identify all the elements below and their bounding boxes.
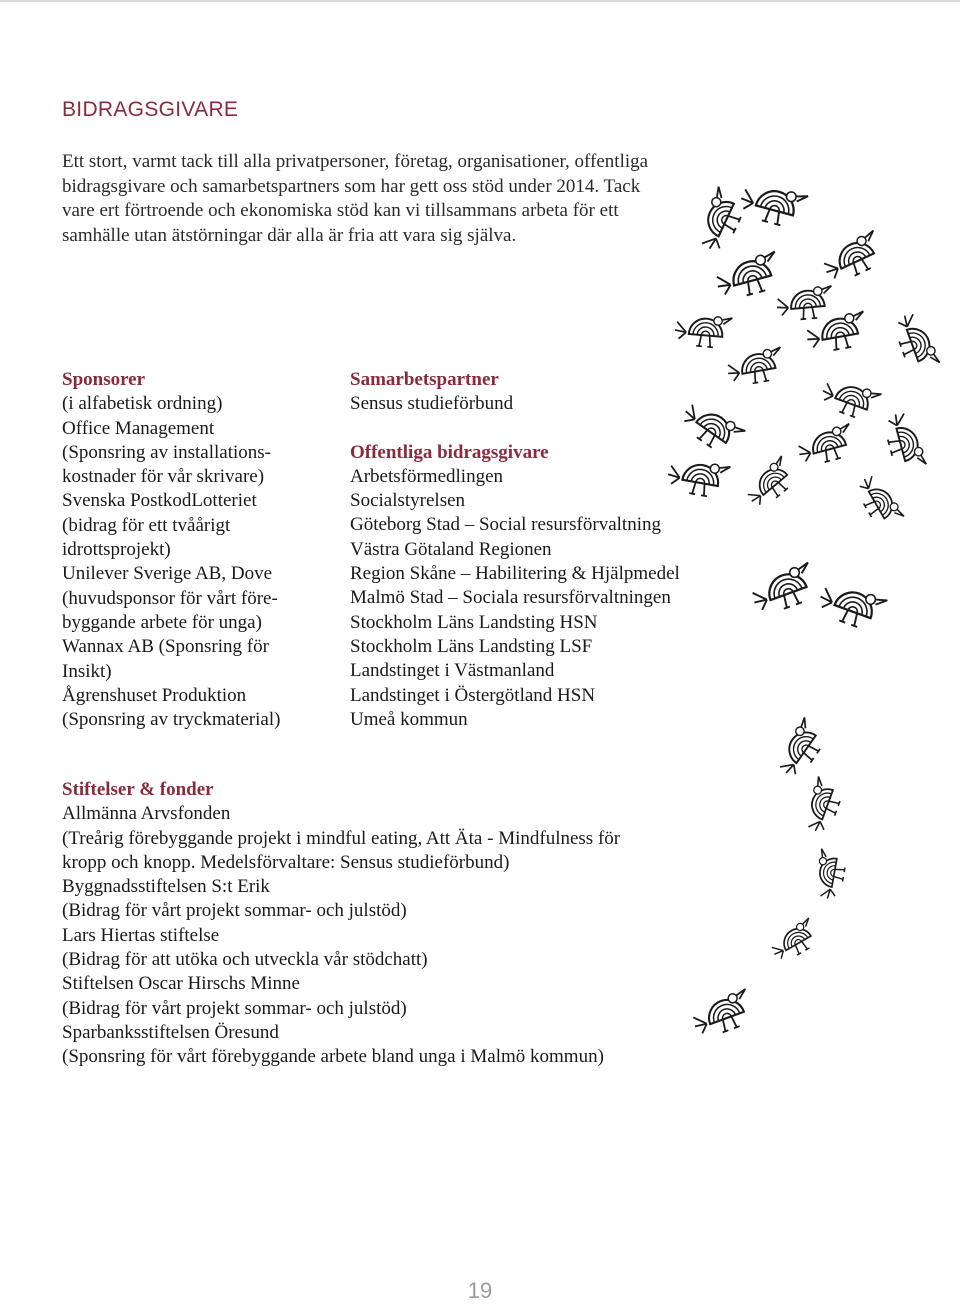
foundations-heading: Stiftelser & fonder <box>62 779 214 800</box>
list-item: (Bidrag för att utöka och utveckla vår stödchatt) <box>62 949 428 971</box>
list-item: Ågrenshuset Produktion <box>62 684 247 706</box>
bird-icon <box>819 231 887 286</box>
bird-icon <box>892 310 940 373</box>
bird-icon <box>689 989 757 1041</box>
top-rule <box>0 0 960 2</box>
list-item: Göteborg Stad – Social resursförvaltning <box>350 514 661 536</box>
bird-icon <box>767 918 822 965</box>
list-item: Umeå kommun <box>350 708 468 730</box>
list-item: (Sponsring av installations- <box>62 441 271 463</box>
bird-icon <box>776 286 834 322</box>
list-item: (Bidrag för vårt projekt sommar- och julstöd) <box>62 997 407 1019</box>
list-item: Landstinget i Östergötland HSN <box>350 684 596 706</box>
list-item: Socialstyrelsen <box>350 490 466 512</box>
bird-icon <box>882 410 926 472</box>
list-item: Arbetsförmedlingen <box>350 465 504 487</box>
list-item: Stiftelsen Oscar Hirschs Minne <box>62 973 300 995</box>
bird-icon <box>853 471 904 530</box>
public-donors-heading: Offentliga bidragsgivare <box>350 441 549 463</box>
sponsors-heading: Sponsorer <box>62 369 146 390</box>
list-item: Insikt) <box>62 660 112 682</box>
bird-icon <box>713 251 784 302</box>
list-item: Byggnadsstiftelsen S:t Erik <box>62 876 270 898</box>
bird-icon <box>813 849 847 901</box>
list-item: byggande arbete för unga) <box>62 611 262 633</box>
bird-icon <box>725 347 785 387</box>
list-item: Office Management <box>62 417 215 439</box>
list-item: Stockholm Läns Landsting LSF <box>350 635 593 657</box>
foundations-list <box>62 778 702 1070</box>
sponsors-list <box>62 368 322 732</box>
intro-line: vare ert förtroende och ekonomiska stöd kan vi tillsammans arbeta för ett <box>62 200 619 222</box>
list-item: (Sponsring av tryckmaterial) <box>62 709 281 731</box>
list-item: (Treårig förebyggande projekt i mindful eating, Att Äta - Mindfulness för <box>62 827 621 849</box>
list-item: Unilever Sverige AB, Dove <box>62 563 273 585</box>
list-item: Landstinget i Västmanland <box>350 660 555 682</box>
list-item: (bidrag för ett tvåårigt <box>62 514 231 536</box>
list-item: (Bidrag för vårt projekt sommar- och julstöd) <box>62 900 407 922</box>
bird-icon <box>801 777 846 836</box>
list-item: Malmö Stad – Sociala resursförvaltningen <box>350 587 671 609</box>
list-item: kostnader för vår skrivare) <box>62 466 265 488</box>
bird-icon <box>748 563 820 618</box>
bird-icon <box>815 579 887 634</box>
intro-line: samhälle utan ätstörningar där alla är fria att vara sig själva. <box>62 224 517 246</box>
list-item: (huvudsponsor för vårt före- <box>62 587 278 609</box>
list-item: Sensus studieförbund <box>350 393 514 415</box>
bird-icon <box>666 456 731 499</box>
page-number: 19 <box>467 1278 493 1303</box>
list-item: Lars Hiertas stiftelse <box>62 924 220 946</box>
list-item: (i alfabetisk ordning) <box>62 393 223 415</box>
bird-icon <box>742 456 800 511</box>
list-item: Wannax AB (Sponsring för <box>62 636 269 658</box>
bird-icon <box>737 180 808 231</box>
bird-icon <box>677 396 745 457</box>
list-item: Sparbanksstiftelsen Öresund <box>62 1021 279 1043</box>
list-item: Allmänna Arvsfonden <box>62 803 231 825</box>
bird-icon <box>795 424 857 468</box>
partners-heading: Samarbetspartner <box>350 369 499 390</box>
intro-line: bidragsgivare och samarbetspartners som har gett oss stöd under 2014. Tack <box>62 175 641 197</box>
bird-icon <box>818 375 881 423</box>
bird-icon <box>772 717 829 781</box>
list-item: kropp och knopp. Medelsförvaltare: Sensus studieförbund) <box>62 851 510 873</box>
list-item: Västra Götaland Regionen <box>350 538 552 560</box>
list-item: Svenska PostkodLotteriet <box>62 490 257 512</box>
intro-paragraph <box>62 150 702 248</box>
bird-icon <box>693 187 748 255</box>
bird-icon <box>674 313 732 349</box>
page-title: BIDRAGSGIVARE <box>62 98 239 121</box>
intro-line: Ett stort, varmt tack till alla privatpersoner, företag, organisationer, offentliga <box>62 151 649 172</box>
list-item: Stockholm Läns Landsting HSN <box>350 611 598 633</box>
list-item: Region Skåne – Habilitering & Hjälpmedel <box>350 563 680 585</box>
list-item: (Sponsring för vårt förebyggande arbete bland unga i Malmö kommun) <box>62 1046 604 1068</box>
list-item: idrottsprojekt) <box>62 539 171 561</box>
birds-illustration <box>660 160 960 1060</box>
